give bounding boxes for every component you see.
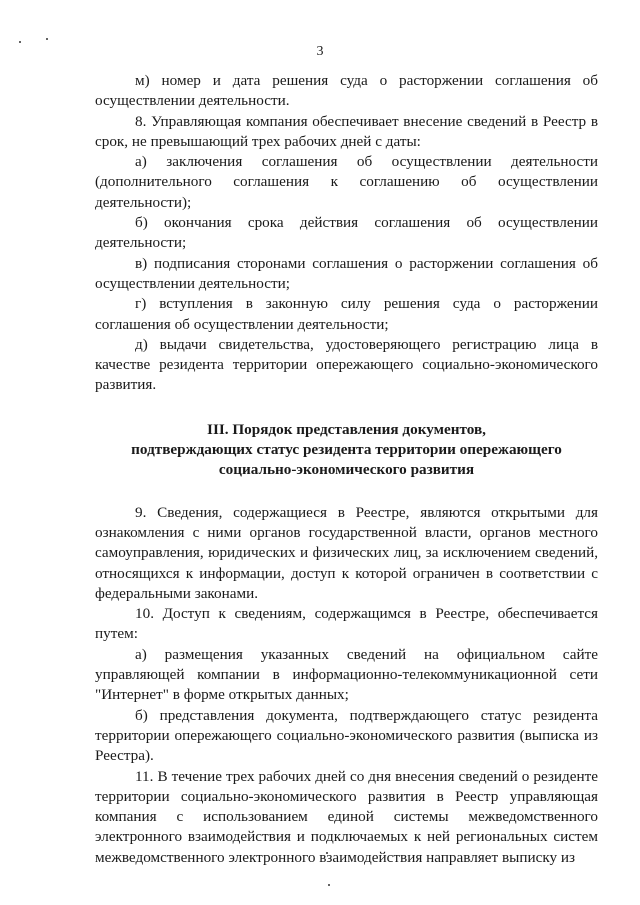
paragraph-8d: д) выдачи свидетельства, удостоверяющего регистрацию лица в качестве резидента территории опережающего социально-экономического развития. <box>95 335 598 394</box>
paragraph-11: 11. В течение трех рабочих дней со дня внесения сведений о резиденте территории социально-экономического развития в Реестр управляющая компания с использованием единой системы межведомственного электронного взаимодействия и подключаемых к ней региональных систем межведомственного электронного взаимодействия направляет выписку из <box>95 767 598 866</box>
heading-line: социально-экономического развития <box>218 461 475 479</box>
paragraph-8b: б) окончания срока действия соглашения об осуществлении деятельности; <box>95 214 598 252</box>
section-heading <box>95 420 598 481</box>
heading-line: подтверждающих статус резидента территории опережающего <box>131 441 562 459</box>
paragraph-8g: г) вступления в законную силу решения суда о расторжении соглашения об осуществлении деятельности; <box>95 295 598 333</box>
heading-line: III. Порядок представления документов, <box>207 420 486 438</box>
paragraph-9: 9. Сведения, содержащиеся в Реестре, являются открытыми для ознакомления с ними органов государственной власти, органов местного самоуправления, юридических и физических лиц, за исключением сведений, относящихся к информации, доступ к которой ограничен в соответствии с федеральными законами. <box>95 503 598 602</box>
scan-speck <box>19 41 21 43</box>
page-number: 3 <box>316 44 324 59</box>
paragraph-10b: б) представления документа, подтверждающего статус резидента территории опережающего социально-экономического развития (выписка из Реестра). <box>95 706 598 765</box>
scan-speck <box>328 884 330 886</box>
paragraph-10a: а) размещения указанных сведений на официальном сайте управляющей компании в информационно-телекоммуникационной сети "Интернет" в форме открытых данных; <box>95 645 598 704</box>
paragraph-8a: а) заключения соглашения об осуществлении деятельности (дополнительного соглашения к соглашению об осуществлении деятельности); <box>95 153 598 211</box>
paragraph-8: 8. Управляющая компания обеспечивает внесение сведений в Реестр в срок, не превышающий трех рабочих дней с даты: <box>95 112 598 150</box>
paragraph-8v: в) подписания сторонами соглашения о расторжении соглашения об осуществлении деятельности; <box>95 254 598 292</box>
paragraph-10: 10. Доступ к сведениям, содержащимся в Реестре, обеспечивается путем: <box>95 605 598 643</box>
paragraph-m: м) номер и дата решения суда о расторжении соглашения об осуществлении деятельности. <box>95 72 598 110</box>
document-body <box>95 71 598 868</box>
scan-speck <box>46 38 48 40</box>
